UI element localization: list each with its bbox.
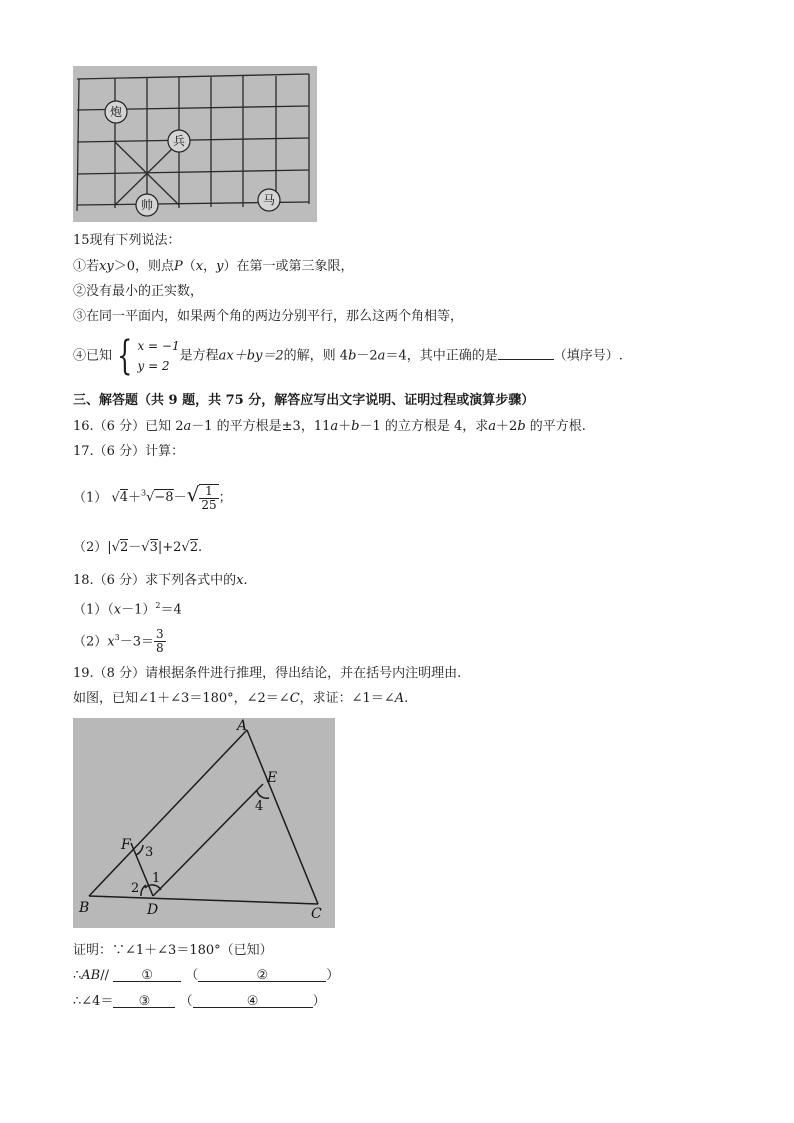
label-e: E bbox=[267, 770, 278, 786]
proof-blank-1[interactable]: ① bbox=[113, 967, 181, 982]
fraction-3-8: $\frac{3}{8}$ bbox=[156, 627, 164, 656]
svg-text:兵: 兵 bbox=[172, 134, 186, 148]
svg-text:帅: 帅 bbox=[140, 198, 154, 212]
label-angle-4: 4 bbox=[255, 799, 264, 814]
label-angle-3: 3 bbox=[145, 845, 154, 860]
bing-piece bbox=[168, 130, 190, 152]
system-brace: { bbox=[117, 333, 133, 379]
q16: 16.（6 分）已知 2a－1 的平方根是±3，11a＋b－1 的立方根是 4，求a＋2b 的平方根. bbox=[73, 419, 586, 434]
proof-line-2: ∴AB// ① （ ② ） bbox=[73, 968, 340, 983]
q18-part-1: $(1)(x-1)^2=4$ bbox=[73, 601, 182, 618]
q15-intro: 15现有下列说法： bbox=[73, 233, 181, 248]
label-angle-1: 1 bbox=[152, 871, 161, 886]
proof-line-3: ∴∠4＝ ③ （ ④ ） bbox=[73, 994, 326, 1009]
ma-piece bbox=[258, 189, 280, 211]
q15-statement-4: ④已知 { x = −1 y = 2 是方程ax＋by＝2的解，则 4b－2a＝4，其中正确的是 （填序号）. bbox=[73, 333, 623, 379]
q15-statement-1: ①若xy＞0，则点P（x，y）在第一或第三象限， bbox=[73, 259, 354, 274]
sqrt-fraction: √ bbox=[186, 482, 200, 507]
q18-part-2: $(2)x^3-3=$ $\frac{3}{8}$ bbox=[73, 627, 164, 656]
q19-title: 19.（8 分）请根据条件进行推理，得出结论，并在括号内注明理由. bbox=[73, 666, 462, 681]
pao-piece bbox=[105, 101, 127, 123]
label-b: B bbox=[79, 900, 90, 916]
svg-text:马: 马 bbox=[262, 193, 276, 207]
chessboard-grid bbox=[73, 66, 317, 222]
proof-blank-4[interactable]: ④ bbox=[193, 993, 313, 1008]
label-angle-2: 2 bbox=[131, 881, 140, 896]
proof-blank-2[interactable]: ② bbox=[198, 967, 326, 982]
triangle-figure bbox=[73, 718, 335, 928]
fraction-1-25: $\frac{1}{25}$ bbox=[201, 483, 217, 512]
label-d: D bbox=[147, 902, 159, 918]
sqrt-4: √4 bbox=[111, 490, 128, 506]
q18-title: 18.（6 分）求下列各式中的x. bbox=[73, 573, 248, 588]
proof-line-1: 证明：∵∠1＋∠3＝180°（已知） bbox=[73, 943, 273, 958]
chessboard-figure bbox=[73, 66, 317, 222]
proof-blank-3[interactable]: ③ bbox=[113, 993, 175, 1008]
label-f: F bbox=[121, 837, 131, 853]
cbrt-minus-8: $^3$√−8 bbox=[141, 489, 174, 506]
svg-text:炮: 炮 bbox=[109, 105, 123, 119]
label-c: C bbox=[311, 906, 322, 922]
equation-system: x = −1 y = 2 bbox=[137, 339, 180, 373]
q17-part-2: （2）|√2－√3|+2√2. bbox=[73, 540, 203, 555]
q17-part-1: （1） √4＋$^3$√−8－√ $\frac{1}{25}$ ； bbox=[73, 482, 232, 512]
q19-condition: 如图，已知∠1＋∠3＝180°，∠2＝∠C，求证：∠1＝∠A. bbox=[73, 691, 409, 706]
q15-statement-2: ②没有最小的正实数， bbox=[73, 284, 204, 299]
label-a: A bbox=[237, 718, 248, 734]
q15-statement-3: ③在同一平面内，如果两个角的两边分别平行，那么这两个角相等， bbox=[73, 309, 464, 324]
q17-title: 17.（6 分）计算： bbox=[73, 444, 185, 459]
q15-answer-blank[interactable] bbox=[498, 345, 554, 360]
section-3-heading: 三、解答题（共 9 题，共 75 分，解答应写出文字说明、证明过程或演算步骤） bbox=[73, 393, 535, 408]
shuai-piece bbox=[136, 194, 158, 216]
